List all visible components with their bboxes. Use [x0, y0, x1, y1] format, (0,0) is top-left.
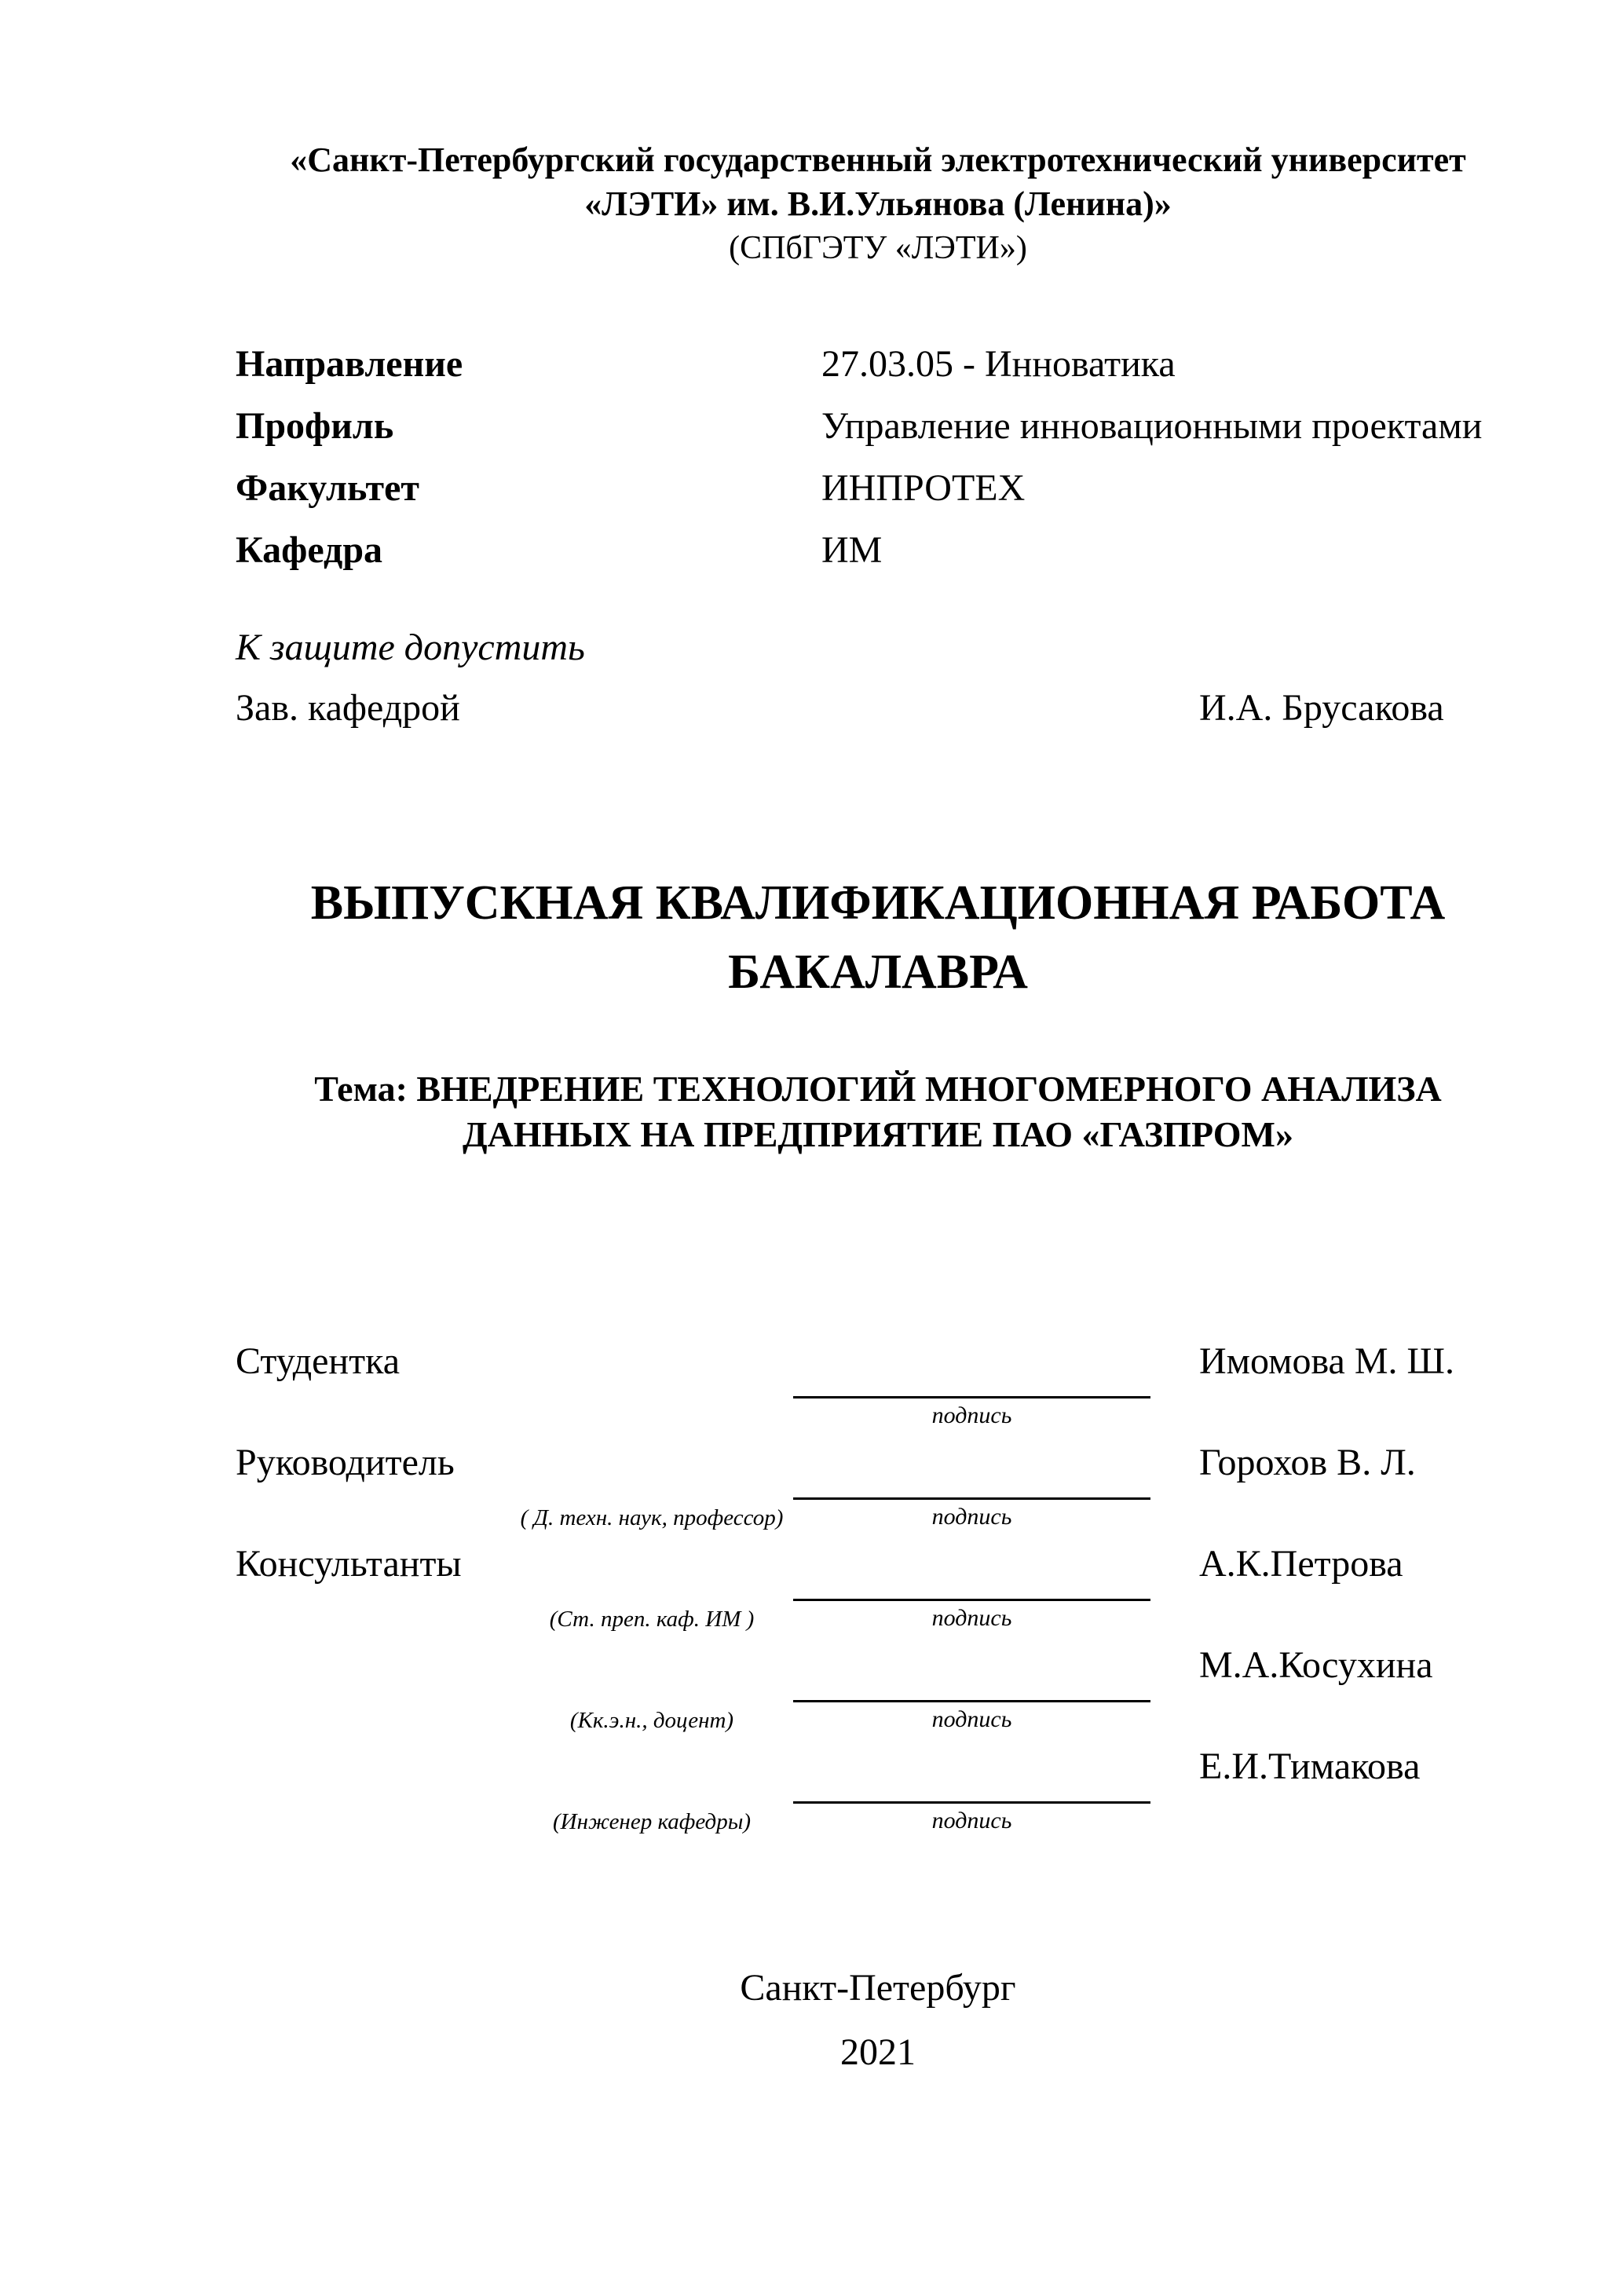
field-row-department — [236, 519, 1520, 581]
signature-line — [793, 1396, 1150, 1398]
page-footer — [236, 1968, 1520, 2073]
thesis-theme — [236, 1066, 1520, 1157]
admission-block — [236, 617, 1520, 738]
program-fields — [236, 333, 1520, 581]
document-title — [236, 868, 1520, 1007]
signature-field-consultant-2 — [793, 1632, 1150, 1734]
thesis-theme-line1: Тема: ВНЕДРЕНИЕ ТЕХНОЛОГИЙ МНОГОМЕРНОГО АНАЛИЗА — [314, 1069, 1442, 1109]
university-name-line1: «Санкт-Петербургский государственный электротехнический университет — [290, 141, 1466, 179]
signature-name-consultant-1: А.К.Петрова — [1199, 1543, 1403, 1585]
signature-row-supervisor — [236, 1430, 1520, 1531]
department-head-name: И.А. Брусакова — [1199, 687, 1444, 729]
signature-role-supervisor: Руководитель — [236, 1442, 455, 1483]
field-row-profile — [236, 395, 1520, 457]
signature-line — [793, 1801, 1150, 1804]
signatures-section — [236, 1329, 1520, 1835]
field-value-department: ИМ — [821, 529, 883, 571]
signature-field-consultant-3 — [793, 1734, 1150, 1835]
signature-qualification-consultant-3: (Инженер кафедры) — [552, 1809, 751, 1834]
footer-city: Санкт-Петербург — [740, 1967, 1016, 2009]
signature-field-consultant-1 — [793, 1531, 1150, 1632]
signature-caption: подпись — [931, 1402, 1012, 1428]
field-label-direction: Направление — [236, 343, 463, 385]
university-header — [236, 138, 1520, 270]
signature-caption: подпись — [931, 1706, 1012, 1732]
signature-row-consultant-3 — [236, 1734, 1520, 1835]
signature-qualification-supervisor: ( Д. техн. наук, профессор) — [520, 1505, 784, 1530]
field-row-direction — [236, 333, 1520, 395]
field-label-profile: Профиль — [236, 405, 394, 447]
signature-field-student — [793, 1329, 1150, 1430]
thesis-theme-line2: ДАННЫХ НА ПРЕДПРИЯТИЕ ПАО «ГАЗПРОМ» — [463, 1114, 1293, 1154]
signature-caption: подпись — [931, 1605, 1012, 1631]
field-label-faculty: Факультет — [236, 467, 419, 509]
signature-row-consultant-1 — [236, 1531, 1520, 1632]
field-value-direction: 27.03.05 - Инноватика — [821, 343, 1176, 385]
document-title-line1: ВЫПУСКНАЯ КВАЛИФИКАЦИОННАЯ РАБОТА — [310, 876, 1446, 930]
document-title-line2: БАКАЛАВРА — [728, 945, 1028, 999]
signature-caption: подпись — [931, 1808, 1012, 1834]
admission-statement: К защите допустить — [236, 627, 585, 668]
field-value-faculty: ИНПРОТЕХ — [821, 467, 1026, 509]
signature-line — [793, 1599, 1150, 1601]
signature-row-consultant-2 — [236, 1632, 1520, 1734]
signature-name-consultant-2: М.А.Косухина — [1199, 1644, 1433, 1686]
signature-line — [793, 1497, 1150, 1500]
signature-row-student — [236, 1329, 1520, 1430]
signature-line — [793, 1700, 1150, 1702]
signature-name-consultant-3: Е.И.Тимакова — [1199, 1746, 1421, 1787]
field-value-profile: Управление инновационными проектами — [821, 405, 1483, 447]
signature-role-consultants: Консультанты — [236, 1543, 462, 1585]
signature-qualification-consultant-2: (Кк.э.н., доцент) — [569, 1708, 734, 1733]
signature-caption: подпись — [931, 1504, 1012, 1530]
university-name-line2: «ЛЭТИ» им. В.И.Ульянова (Ленина)» — [584, 185, 1172, 223]
signature-name-student: Имомова М. Ш. — [1199, 1340, 1454, 1382]
field-label-department: Кафедра — [236, 529, 383, 571]
signature-name-supervisor: Горохов В. Л. — [1199, 1442, 1416, 1483]
field-row-faculty — [236, 457, 1520, 519]
department-head-label: Зав. кафедрой — [236, 687, 460, 729]
signature-field-supervisor — [793, 1430, 1150, 1531]
admission-signature-row — [236, 678, 1520, 738]
university-abbreviation: (СПбГЭТУ «ЛЭТИ») — [729, 230, 1027, 266]
footer-year: 2021 — [840, 2031, 916, 2073]
signature-qualification-consultant-1: (Ст. преп. каф. ИМ ) — [549, 1607, 755, 1632]
signature-role-student: Студентка — [236, 1340, 400, 1382]
